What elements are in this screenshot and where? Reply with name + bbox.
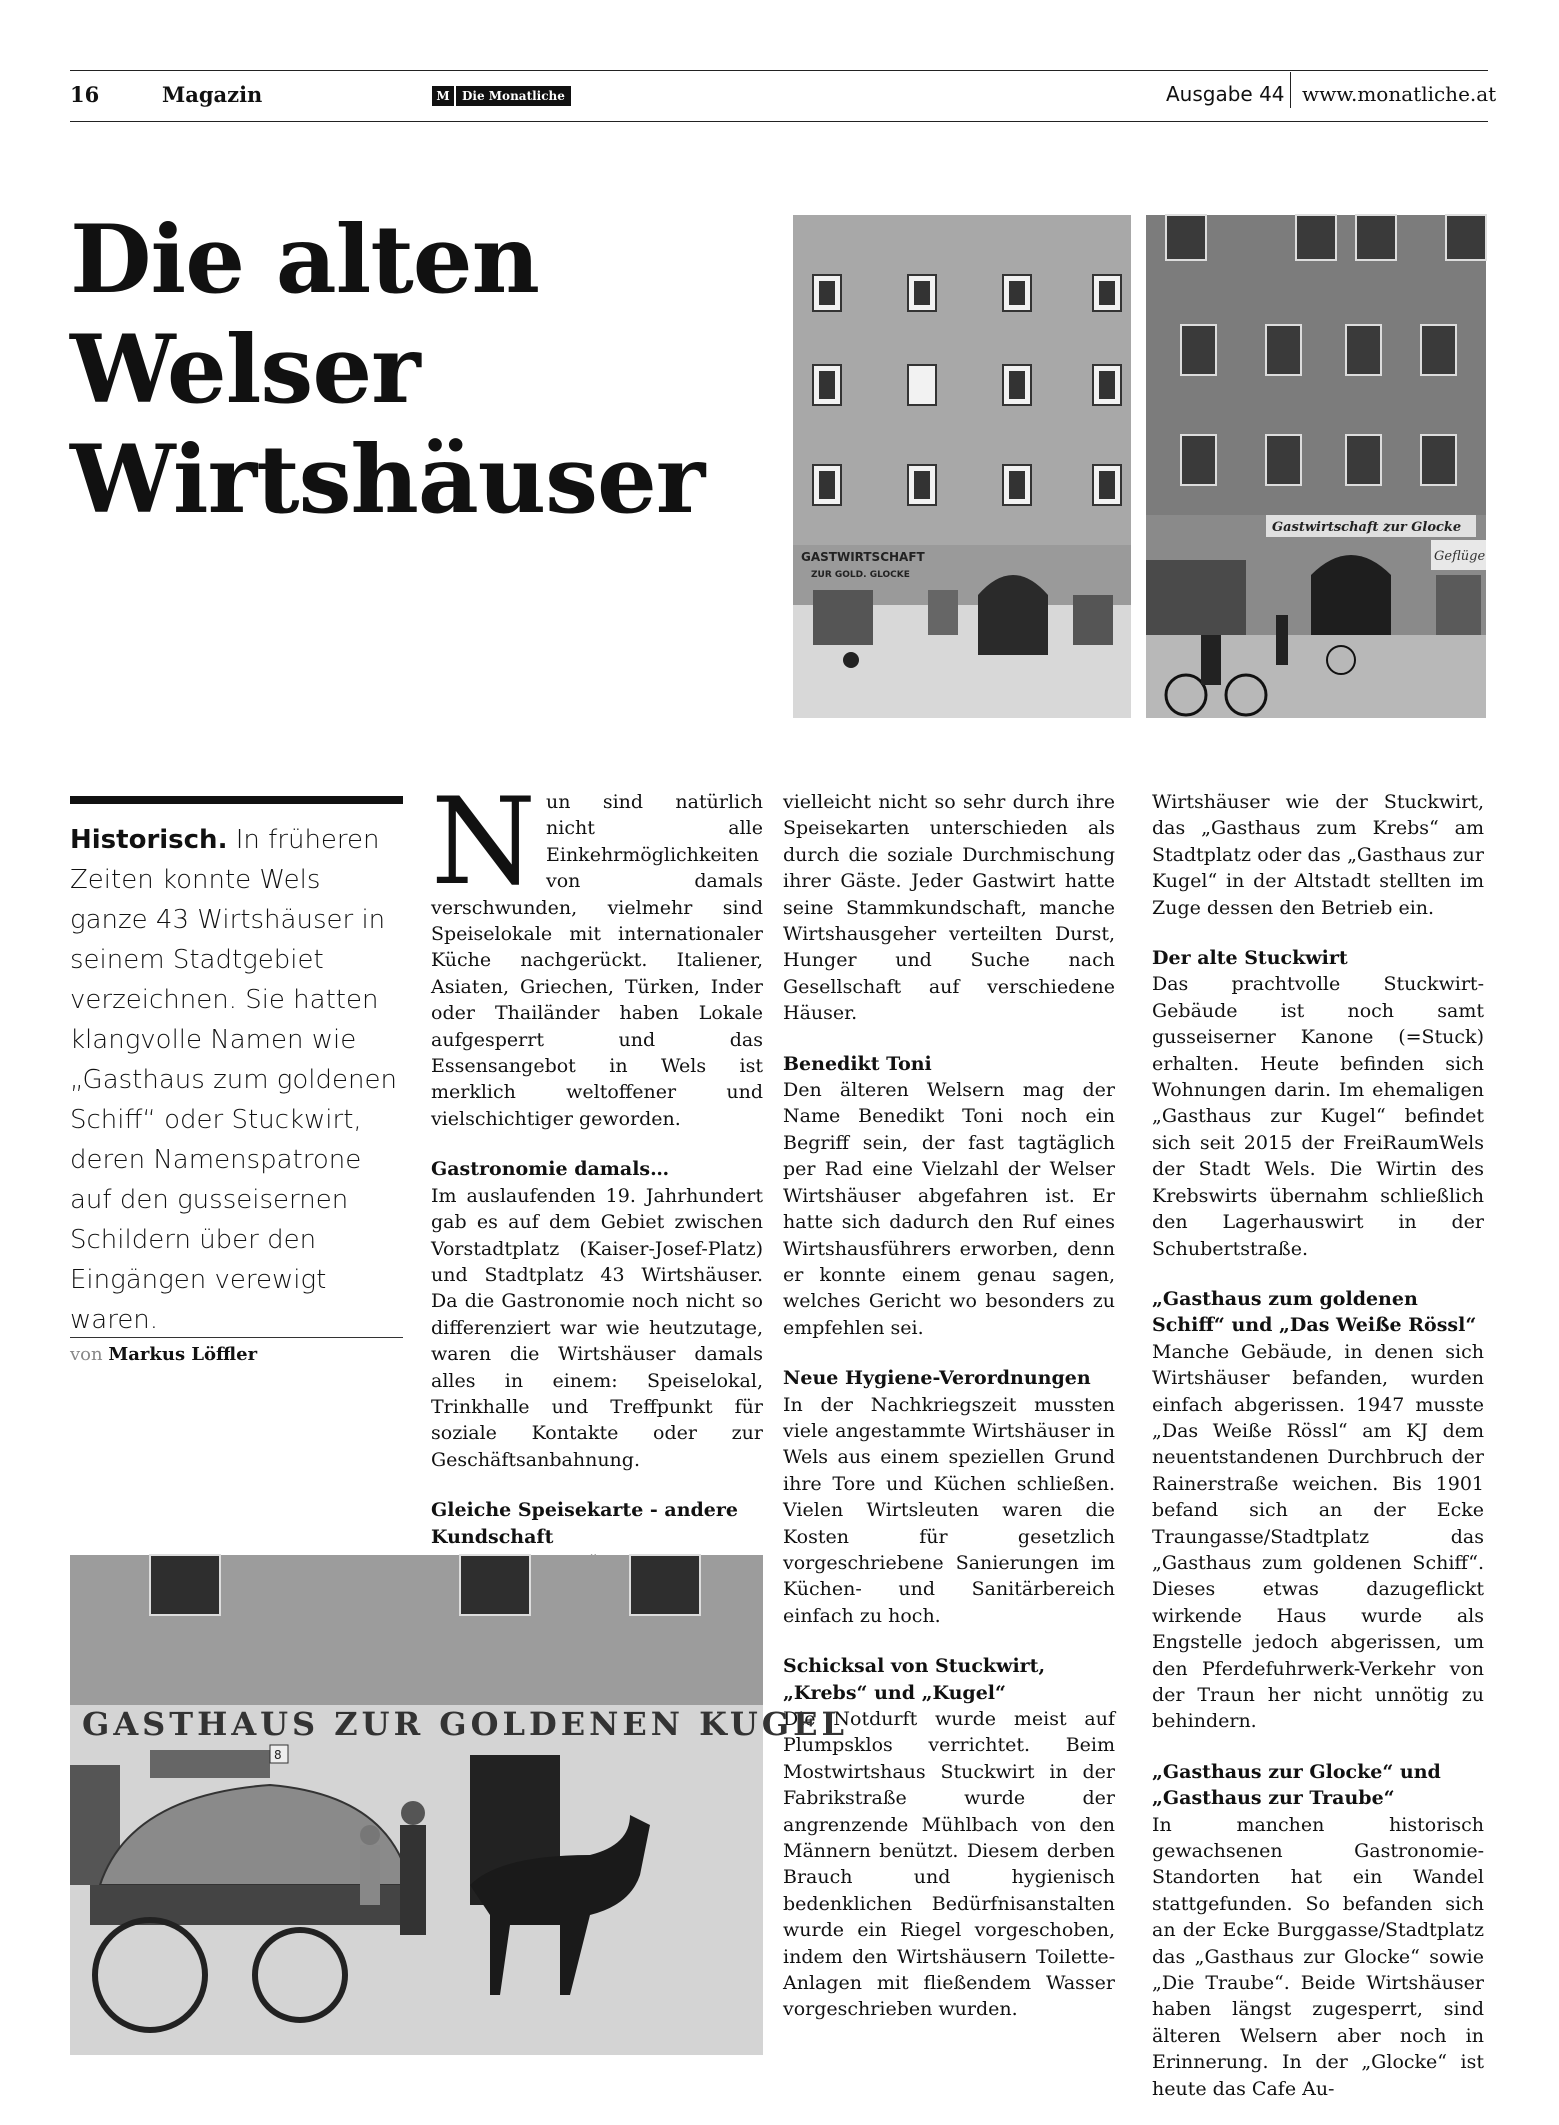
title-line: Welser [70, 315, 420, 425]
issue-number: Ausgabe 44 [1166, 82, 1285, 106]
header-bottom-rule [70, 121, 1488, 122]
title-line: Wirtshäuser [70, 425, 705, 535]
photo-sign: GASTHAUS ZUR GOLDENEN KUGEL [82, 1705, 848, 1743]
section-heading: Gleiche Speisekarte - andere Kundschaft [431, 1499, 738, 1548]
lead-label: Historisch. [70, 825, 228, 855]
photo-glocke-facade-2 [1146, 215, 1486, 718]
title-line: Die alten [70, 205, 539, 315]
article-title [70, 205, 730, 535]
header-separator [1290, 72, 1291, 108]
lead-paragraph [70, 820, 403, 1340]
photo-glocke-facade-1 [793, 215, 1131, 718]
byline-rule [70, 1337, 403, 1338]
photo-sign: Geflüge [1434, 549, 1486, 564]
intro-paragraph [431, 773, 763, 1132]
intro-text: un sind natürlich nicht alle Einkehrmöglichkeiten von damals verschwunden, vielmehr sind Speiselokale mit internationaler Küche nachgerückt. Italiener, Asiaten, Griechen, Türken, Inder oder Thailänder haben Lokale aufgesperrt und das Essensangebot in Wels ist merklich weltoffener und vielschichtiger geworden. [431, 791, 763, 1130]
section-heading: Gastronomie damals… [431, 1158, 670, 1181]
article-column-1 [431, 773, 763, 1576]
drop-cap: N [431, 773, 536, 912]
section-text: Im auslaufenden 19. Jahrhundert gab es auf dem Gebiet zwischen Vorstadtplatz (Kaiser-Josef-Platz) und Stadtplatz 43 Wirtshäuser. Da die Gastronomie noch nicht so differenziert war wie heutzutage, waren die Wirtshäuser damals alles in einem: Speiselokal, Trinkhalle und Treffpunkt für soziale Kontakte oder zur Geschäftsanbahnung. [431, 1184, 763, 1471]
byline [70, 1344, 257, 1365]
section-text: Die Notdurft wurde meist auf Plumpsklos verrichtet. Beim Mostwirtshaus Stuckwirt in der Fabrikstraße wurde der angrenzende Mühlbach von den Männern benützt. Diesem derben Brauch und hygienisch bedenklichen Bedürfnisanstalten wurde ein Riegel vorgeschoben, indem den Wirtshäusern Toilette-Anlagen mit fließendem Wasser vorgeschrieben wurden. [783, 1708, 1115, 2021]
article-column-2 [783, 789, 1115, 2023]
section-heading: „Gasthaus zur Glocke“ und „Gasthaus zur Traube“ [1152, 1760, 1441, 1810]
section-text: Das prachtvolle Stuckwirt-Gebäude ist noch samt gusseiserner Kanone (=Stuck) erhalten. Heute befinden sich Wohnungen darin. Im ehemaligen „Gasthaus zur Kugel“ befindet sich seit 2015 der FreiRaumWels der Stadt Wels. Die Wirtin des Krebswirts übernahm schließlich den Lagerhauswirt in der Schubertstraße. [1152, 973, 1484, 1260]
photo-house-number: 8 [274, 1748, 282, 1762]
page-number: 16 [70, 82, 100, 107]
lead-top-bar [70, 796, 403, 804]
section-text: In manchen historisch gewachsenen Gastronomie-Standorten hat ein Wandel stattgefunden. So befanden sich an der Ecke Burggasse/Stadtplatz das „Gasthaus zur Glocke“ sowie „Die Traube“. Beide Wirtshäuser haben längst zugesperrt, sind älteren Welsern aber noch in Erinnerung. In der „Glocke“ ist heute das Cafe Au- [1152, 1813, 1484, 2100]
header-top-rule [70, 70, 1488, 71]
photo-sign: Gastwirtschaft zur Glocke [1272, 520, 1462, 535]
section-text: Den älteren Welsern mag der Name Benedikt Toni noch ein Begriff sein, der fast tagtäglich per Rad eine Vielzahl der Welser Wirtshäuser abgefahren ist. Er hatte sich dadurch den Ruf eines Wirtshausführers erworben, denn er konnte einem genau sagen, welches Gericht wo besonders zu empfehlen sei. [783, 1079, 1115, 1339]
section-text: Wirtshäuser wie der Stuckwirt, das „Gasthaus zum Krebs“ am Stadtplatz oder das „Gasthaus zur Kugel“ in der Altstadt stellten im Zuge dessen den Betrieb ein. [1152, 791, 1484, 919]
section-text: vielleicht nicht so sehr durch ihre Speisekarten unterschieden als durch die soziale Durchmischung ihrer Gäste. Jeder Gastwirt hatte seine Stammkundschaft, manche Wirtshausgeher verteilten Durst, Hunger und Suche nach Gesellschaft auf verschiedene Häuser. [783, 791, 1115, 1025]
section-text: Manche Gebäude, in denen sich Wirtshäuser befanden, wurden einfach abgerissen. 1947 musste „Das Weiße Rössl“ am KJ dem neuentstandenen Durchbruch der Rainerstraße weichen. Bis 1901 befand sich an der Ecke Traungasse/Stadtplatz das „Gasthaus zum goldenen Schiff“. Dieses etwas dazugeflickt wirkende Haus wurde als Engstelle jedoch abgerissen, um den Pferdefuhrwerk-Verkehr von der Traun her nicht unnötig zu behindern. [1152, 1340, 1484, 1733]
section-heading: Neue Hygiene-Verordnungen [783, 1367, 1091, 1390]
photo-sign: GASTWIRTSCHAFT [801, 550, 925, 564]
byline-author: Markus Löffler [108, 1344, 258, 1365]
website-link[interactable]: www.monatliche.at [1302, 82, 1497, 106]
photo-sign: ZUR GOLD. GLOCKE [811, 570, 910, 580]
article-column-3 [1152, 789, 1484, 2102]
section-heading: Benedikt Toni [783, 1052, 932, 1075]
lead-text: In früheren Zeiten konnte Wels ganze 43 Wirtshäuser in seinem Stadtgebiet verzeichnen. Sie hatten klangvolle Namen wie „Gasthaus zum goldenen Schiff“ oder Stuckwirt, deren Namenspatrone auf den gusseisernen Schildern über den Eingängen verewigt waren. [70, 825, 397, 1335]
section-heading: Der alte Stuckwirt [1152, 947, 1348, 970]
logo-name: Die Monatliche [456, 86, 571, 106]
section-text: In der Nachkriegszeit mussten viele angestammte Wirtshäuser in Wels aus einem speziellen Grund ihre Tore und Küchen schließen. Vielen Wirtsleuten waren die Kosten für gesetzlich vorgeschriebene Sanierungen im Küchen- und Sanitärbereich einfach zu hoch. [783, 1393, 1115, 1627]
byline-prefix: von [70, 1344, 103, 1365]
logo-mark: M [432, 86, 454, 106]
publication-logo [432, 86, 571, 106]
photo-kugel-horse-cart [70, 1555, 848, 2053]
section-label: Magazin [162, 82, 263, 107]
section-heading: Schicksal von Stuckwirt, „Krebs“ und „Kugel“ [783, 1655, 1046, 1704]
section-heading: „Gasthaus zum goldenen Schiff“ und „Das Weiße Rössl“ [1152, 1287, 1477, 1337]
